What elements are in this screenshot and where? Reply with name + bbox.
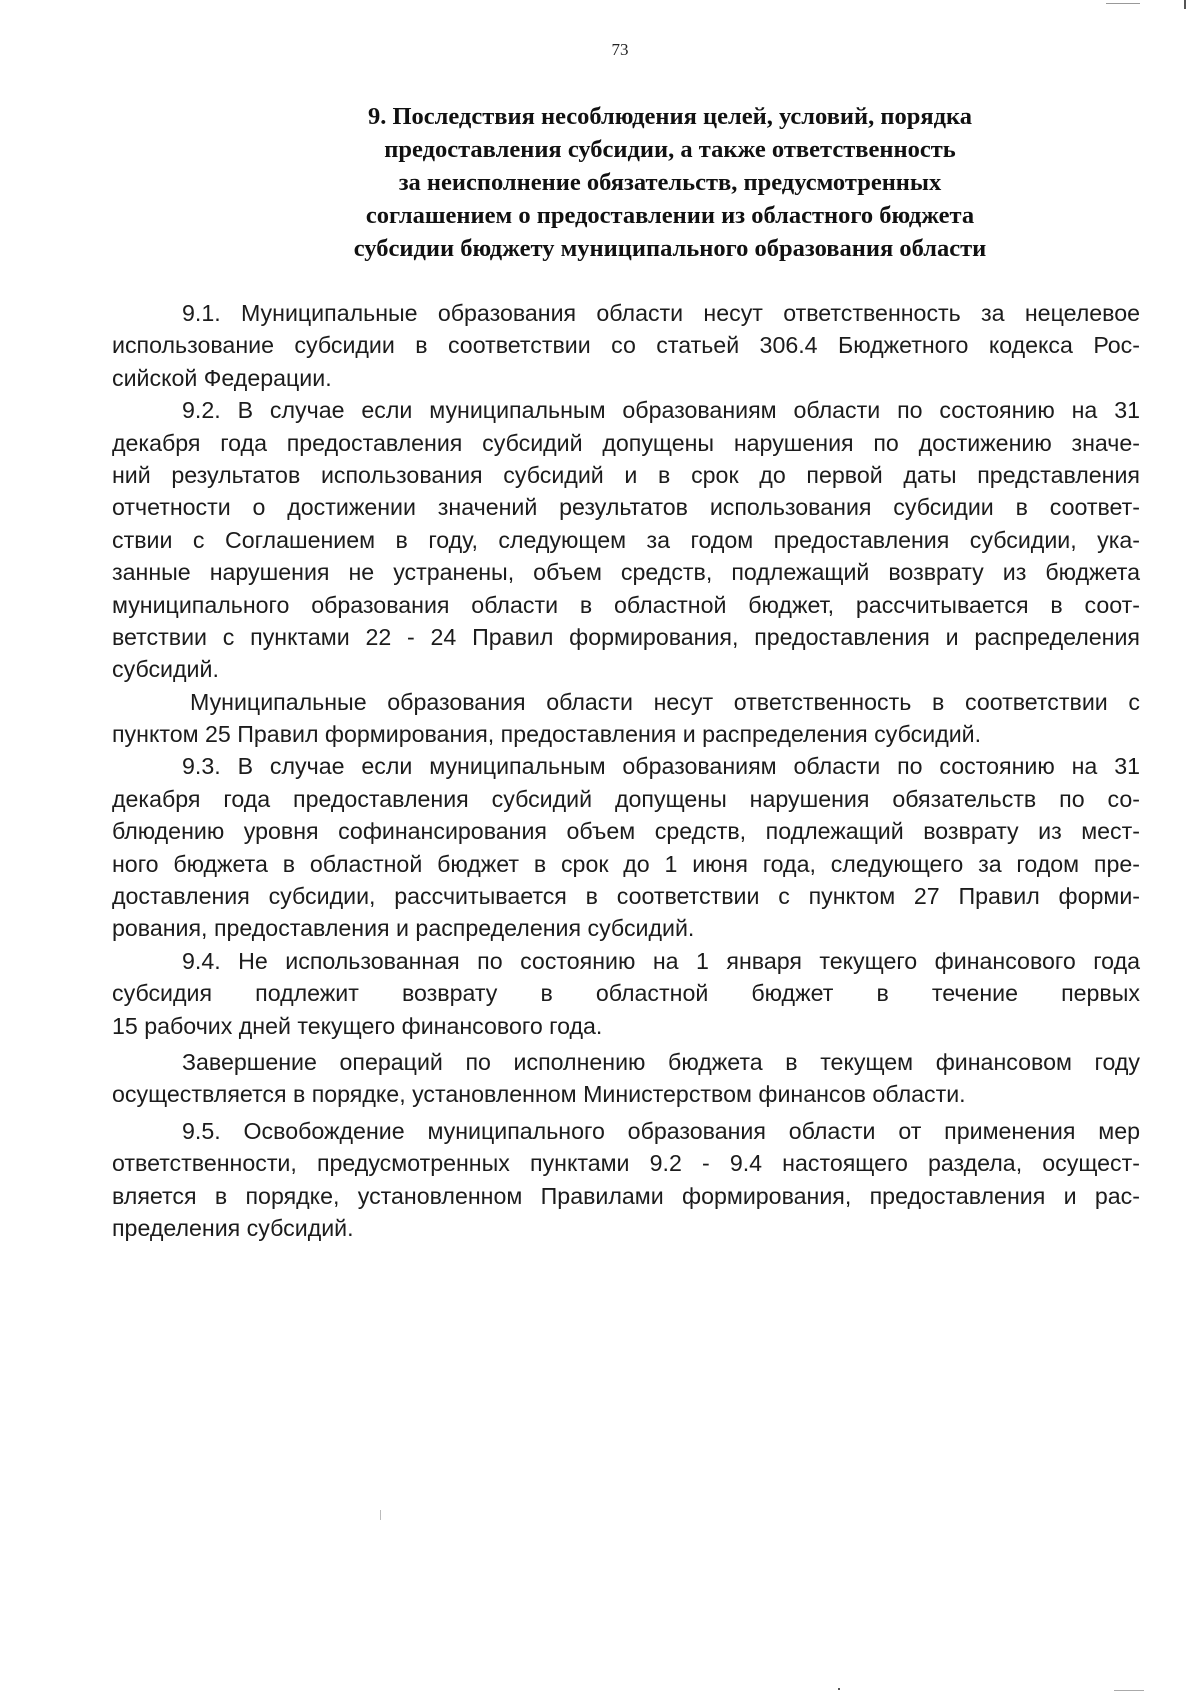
- text-line: занные нарушения не устранены, объем средств, подлежащий возврату из бюджета: [112, 559, 1140, 586]
- text-line: субсидия подлежит возврату в областной бюджет в течение первых: [112, 980, 1140, 1007]
- text-line: муниципального образования области в областной бюджет, рассчитывается в соот-: [112, 591, 1140, 618]
- paragraph-9-4-completion: [112, 1046, 1140, 1111]
- scan-artifact-mark: [1114, 1690, 1144, 1691]
- text-line: ний результатов использования субсидий и в срок до первой даты представления: [112, 461, 1140, 488]
- document-body: [112, 297, 1140, 1244]
- text-line: пунктом 25 Правил формирования, предоставления и распределения субсидий.: [112, 721, 982, 748]
- section-title-line: 9. Последствия несоблюдения целей, условий, порядка: [367, 103, 973, 130]
- paragraph-9-5: [112, 1115, 1140, 1245]
- text-line: доставления субсидии, рассчитывается в соответствии с пунктом 27 Правил форми-: [112, 883, 1140, 910]
- text-line: осуществляется в порядке, установленном Министерством финансов области.: [112, 1081, 966, 1108]
- text-line: блюдению уровня софинансирования объем средств, подлежащий возврату из мест-: [112, 818, 1140, 845]
- text-line: ного бюджета в областной бюджет в срок до 1 июня года, следующего за годом пре-: [112, 850, 1140, 877]
- text-line: 9.2. В случае если муниципальным образованиям области по состоянию на 31: [182, 397, 1140, 424]
- text-line: рования, предоставления и распределения субсидий.: [112, 915, 695, 942]
- section-title-line: субсидии бюджету муниципального образования области: [353, 235, 987, 262]
- text-line: пределения субсидий.: [112, 1214, 354, 1241]
- section-title-line: за неисполнение обязательств, предусмотренных: [398, 169, 942, 196]
- page-number: 73: [611, 40, 629, 59]
- text-line: 9.5. Освобождение муниципального образования области от применения мер: [182, 1117, 1140, 1144]
- scan-artifact-dot: [380, 1510, 381, 1520]
- paragraph-9-2-responsibility: [112, 686, 1140, 751]
- text-line: ответственности, предусмотренных пунктами 9.2 - 9.4 настоящего раздела, осущест-: [112, 1150, 1140, 1177]
- text-line: вляется в порядке, установленном Правилами формирования, предоставления и рас-: [112, 1182, 1140, 1209]
- text-line: Завершение операций по исполнению бюджета в текущем финансовом году: [182, 1048, 1140, 1075]
- paragraph-9-4: [112, 945, 1140, 1042]
- text-line: сийской Федерации.: [112, 364, 332, 391]
- paragraph-9-1: [112, 297, 1140, 394]
- section-title-line: предоставления субсидии, а также ответственность: [384, 136, 956, 163]
- scan-artifact-mark: [1184, 0, 1186, 9]
- text-line: 9.3. В случае если муниципальным образованиям области по состоянию на 31: [182, 753, 1140, 780]
- text-line: субсидий.: [112, 656, 219, 683]
- section-title-line: соглашением о предоставлении из областного бюджета: [365, 202, 975, 229]
- text-line: 15 рабочих дней текущего финансового года.: [112, 1012, 603, 1039]
- paragraph-9-2: [112, 394, 1140, 686]
- scan-artifact-mark: [1106, 3, 1140, 4]
- text-line: декабря года предоставления субсидий допущены нарушения по достижению значе-: [112, 429, 1140, 456]
- text-line: использование субсидии в соответствии со статьей 306.4 Бюджетного кодекса Рос-: [112, 332, 1140, 359]
- text-line: отчетности о достижении значений результатов использования субсидии в соответ-: [112, 494, 1140, 521]
- text-line: 9.4. Не использованная по состоянию на 1 января текущего финансового года: [182, 947, 1140, 974]
- text-line: 9.1. Муниципальные образования области несут ответственность за нецелевое: [182, 300, 1140, 326]
- text-line: ветствии с пунктами 22 - 24 Правил формирования, предоставления и распределения: [112, 623, 1140, 650]
- text-line: декабря года предоставления субсидий допущены нарушения обязательств по со-: [112, 785, 1140, 812]
- text-line: ствии с Соглашением в году, следующем за годом предоставления субсидии, ука-: [112, 526, 1140, 553]
- paragraph-9-3: [112, 750, 1140, 944]
- section-title: [250, 100, 1090, 265]
- scan-artifact-dot: [838, 1688, 840, 1690]
- text-line: Муниципальные образования области несут ответственность в соответствии с: [190, 688, 1140, 715]
